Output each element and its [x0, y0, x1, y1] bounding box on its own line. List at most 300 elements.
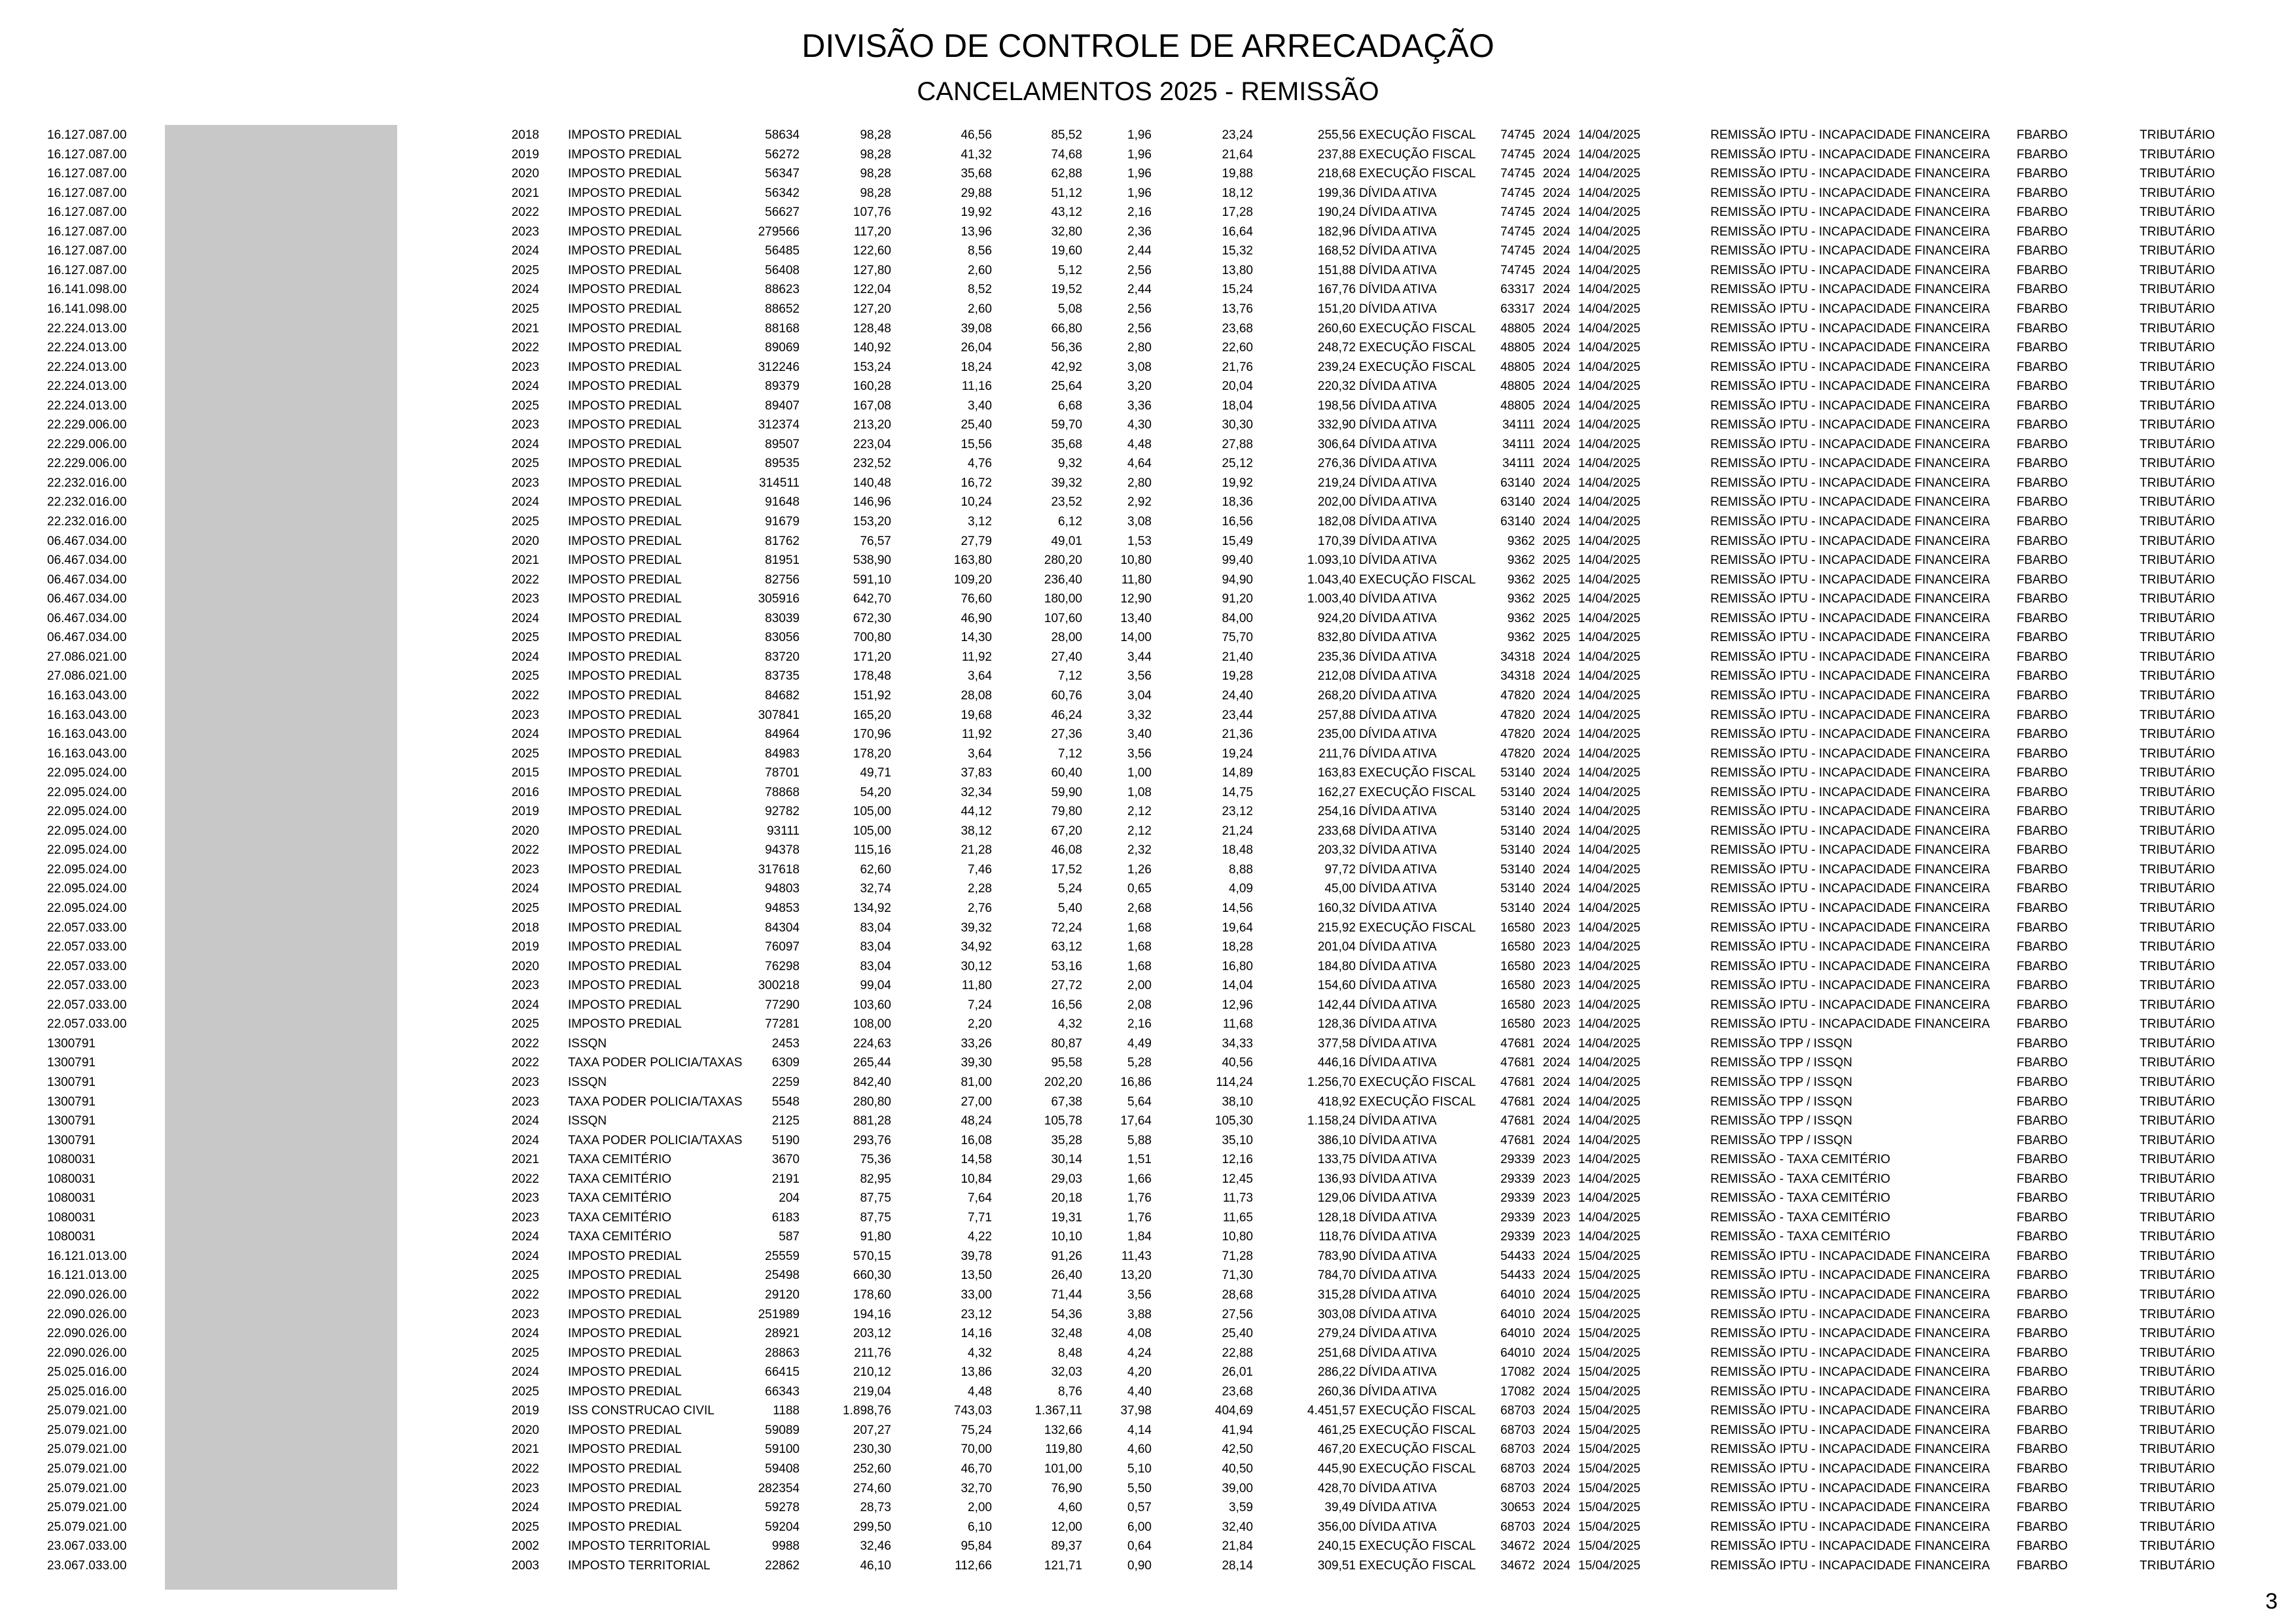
- process-year-cell: 2023: [1542, 1017, 1570, 1031]
- department-cell: TRIBUTÁRIO: [2140, 901, 2216, 915]
- property-id-cell: 22.057.033.00: [47, 940, 127, 954]
- doc-number-cell: 94853: [765, 901, 800, 915]
- status-cell: DÍVIDA ATIVA: [1359, 979, 1437, 992]
- user-cell: FBARBO: [2017, 476, 2068, 490]
- property-id-cell: 16.141.098.00: [47, 283, 127, 296]
- principal-cell: 54,20: [860, 786, 891, 799]
- status-cell: DÍVIDA ATIVA: [1359, 708, 1437, 722]
- fees-cell: 28,14: [1222, 1559, 1253, 1573]
- tax-type-cell: IMPOSTO PREDIAL: [568, 631, 682, 644]
- fees-cell: 23,68: [1222, 322, 1253, 336]
- reason-cell: REMISSÃO IPTU - INCAPACIDADE FINANCEIRA: [1710, 1288, 1990, 1302]
- date-cell: 14/04/2025: [1578, 167, 1641, 181]
- process-number-cell: 9362: [1507, 592, 1535, 606]
- principal-cell: 98,28: [860, 128, 891, 142]
- status-cell: DÍVIDA ATIVA: [1359, 438, 1437, 451]
- interest-cell: 76,60: [961, 592, 992, 606]
- process-year-cell: 2024: [1542, 747, 1570, 761]
- year-cell: 2019: [511, 1404, 539, 1418]
- doc-number-cell: 84964: [765, 727, 800, 741]
- user-cell: FBARBO: [2017, 998, 2068, 1012]
- year-cell: 2023: [511, 1191, 539, 1205]
- principal-cell: 219,04: [853, 1385, 891, 1399]
- tax-type-cell: IMPOSTO PREDIAL: [568, 1308, 682, 1321]
- process-number-cell: 53140: [1500, 882, 1535, 896]
- process-year-cell: 2024: [1542, 322, 1570, 336]
- doc-number-cell: 2191: [771, 1172, 800, 1186]
- property-id-cell: 22.057.033.00: [47, 960, 127, 973]
- tax-type-cell: TAXA PODER POLICIA/TAXAS: [568, 1056, 743, 1070]
- status-cell: DÍVIDA ATIVA: [1359, 1211, 1437, 1225]
- fine-cell: 1,76: [1127, 1211, 1152, 1225]
- interest-cell: 32,70: [961, 1482, 992, 1495]
- monetary-correction-cell: 19,31: [1051, 1211, 1082, 1225]
- total-cell: 237,88: [1317, 148, 1356, 162]
- property-id-cell: 22.095.024.00: [47, 901, 127, 915]
- interest-cell: 34,92: [961, 940, 992, 954]
- property-id-cell: 22.095.024.00: [47, 824, 127, 838]
- principal-cell: 252,60: [853, 1462, 891, 1476]
- principal-cell: 62,60: [860, 863, 891, 877]
- fine-cell: 4,30: [1127, 418, 1152, 432]
- department-cell: TRIBUTÁRIO: [2140, 1230, 2216, 1244]
- status-cell: EXECUÇÃO FISCAL: [1359, 766, 1476, 780]
- monetary-correction-cell: 20,18: [1051, 1191, 1082, 1205]
- reason-cell: REMISSÃO TPP / ISSQN: [1710, 1095, 1852, 1109]
- process-year-cell: 2025: [1542, 534, 1570, 548]
- tax-type-cell: IMPOSTO PREDIAL: [568, 1346, 682, 1360]
- monetary-correction-cell: 59,90: [1051, 786, 1082, 799]
- principal-cell: 134,92: [853, 901, 891, 915]
- year-cell: 2022: [511, 205, 539, 219]
- property-id-cell: 22.095.024.00: [47, 766, 127, 780]
- user-cell: FBARBO: [2017, 1385, 2068, 1399]
- reason-cell: REMISSÃO IPTU - INCAPACIDADE FINANCEIRA: [1710, 515, 1990, 529]
- doc-number-cell: 56342: [765, 186, 800, 200]
- monetary-correction-cell: 60,76: [1051, 689, 1082, 703]
- interest-cell: 35,68: [961, 167, 992, 181]
- process-number-cell: 68703: [1500, 1482, 1535, 1495]
- process-number-cell: 30653: [1500, 1501, 1535, 1514]
- fees-cell: 16,80: [1222, 960, 1253, 973]
- principal-cell: 108,00: [853, 1017, 891, 1031]
- interest-cell: 44,12: [961, 805, 992, 818]
- principal-cell: 660,30: [853, 1268, 891, 1282]
- year-cell: 2025: [511, 1520, 539, 1534]
- total-cell: 303,08: [1317, 1308, 1356, 1321]
- fees-cell: 38,10: [1222, 1095, 1253, 1109]
- tax-type-cell: IMPOSTO PREDIAL: [568, 689, 682, 703]
- tax-type-cell: TAXA CEMITÉRIO: [568, 1172, 672, 1186]
- monetary-correction-cell: 46,24: [1051, 708, 1082, 722]
- property-id-cell: 16.121.013.00: [47, 1249, 127, 1263]
- fees-cell: 12,96: [1222, 998, 1253, 1012]
- interest-cell: 109,20: [953, 573, 992, 587]
- total-cell: 235,36: [1317, 650, 1356, 664]
- fine-cell: 4,24: [1127, 1346, 1152, 1360]
- principal-cell: 203,12: [853, 1327, 891, 1340]
- status-cell: DÍVIDA ATIVA: [1359, 1288, 1437, 1302]
- reason-cell: REMISSÃO IPTU - INCAPACIDADE FINANCEIRA: [1710, 476, 1990, 490]
- date-cell: 14/04/2025: [1578, 689, 1641, 703]
- status-cell: DÍVIDA ATIVA: [1359, 592, 1437, 606]
- property-id-cell: 22.090.026.00: [47, 1327, 127, 1340]
- process-number-cell: 53140: [1500, 824, 1535, 838]
- doc-number-cell: 56408: [765, 264, 800, 277]
- total-cell: 784,70: [1317, 1268, 1356, 1282]
- process-number-cell: 29339: [1500, 1172, 1535, 1186]
- principal-cell: 538,90: [853, 553, 891, 567]
- fees-cell: 27,56: [1222, 1308, 1253, 1321]
- status-cell: EXECUÇÃO FISCAL: [1359, 1462, 1476, 1476]
- process-number-cell: 47681: [1500, 1037, 1535, 1051]
- doc-number-cell: 89507: [765, 438, 800, 451]
- reason-cell: REMISSÃO IPTU - INCAPACIDADE FINANCEIRA: [1710, 805, 1990, 818]
- property-id-cell: 16.121.013.00: [47, 1268, 127, 1282]
- interest-cell: 39,08: [961, 322, 992, 336]
- monetary-correction-cell: 25,64: [1051, 379, 1082, 393]
- process-number-cell: 64010: [1500, 1308, 1535, 1321]
- year-cell: 2003: [511, 1559, 539, 1573]
- property-id-cell: 25.079.021.00: [47, 1520, 127, 1534]
- principal-cell: 46,10: [860, 1559, 891, 1573]
- reason-cell: REMISSÃO IPTU - INCAPACIDADE FINANCEIRA: [1710, 1462, 1990, 1476]
- doc-number-cell: 89535: [765, 457, 800, 470]
- fine-cell: 5,28: [1127, 1056, 1152, 1070]
- tax-type-cell: IMPOSTO PREDIAL: [568, 322, 682, 336]
- process-year-cell: 2024: [1542, 1462, 1570, 1476]
- fine-cell: 16,86: [1120, 1075, 1152, 1089]
- year-cell: 2024: [511, 379, 539, 393]
- principal-cell: 91,80: [860, 1230, 891, 1244]
- date-cell: 14/04/2025: [1578, 1153, 1641, 1166]
- year-cell: 2024: [511, 882, 539, 896]
- reason-cell: REMISSÃO TPP / ISSQN: [1710, 1056, 1852, 1070]
- doc-number-cell: 76298: [765, 960, 800, 973]
- fees-cell: 25,40: [1222, 1327, 1253, 1340]
- department-cell: TRIBUTÁRIO: [2140, 1462, 2216, 1476]
- interest-cell: 33,00: [961, 1288, 992, 1302]
- process-year-cell: 2024: [1542, 438, 1570, 451]
- principal-cell: 105,00: [853, 805, 891, 818]
- date-cell: 14/04/2025: [1578, 1056, 1641, 1070]
- tax-type-cell: IMPOSTO PREDIAL: [568, 418, 682, 432]
- doc-number-cell: 25559: [765, 1249, 800, 1263]
- interest-cell: 3,64: [968, 747, 992, 761]
- user-cell: FBARBO: [2017, 921, 2068, 935]
- total-cell: 168,52: [1317, 244, 1356, 258]
- year-cell: 2024: [511, 727, 539, 741]
- process-number-cell: 54433: [1500, 1249, 1535, 1263]
- interest-cell: 3,64: [968, 669, 992, 683]
- total-cell: 162,27: [1317, 786, 1356, 799]
- date-cell: 14/04/2025: [1578, 418, 1641, 432]
- reason-cell: REMISSÃO TPP / ISSQN: [1710, 1037, 1852, 1051]
- status-cell: DÍVIDA ATIVA: [1359, 747, 1437, 761]
- process-number-cell: 47681: [1500, 1056, 1535, 1070]
- fees-cell: 3,59: [1229, 1501, 1253, 1514]
- fine-cell: 5,64: [1127, 1095, 1152, 1109]
- reason-cell: REMISSÃO - TAXA CEMITÉRIO: [1710, 1153, 1890, 1166]
- monetary-correction-cell: 66,80: [1051, 322, 1082, 336]
- year-cell: 2023: [511, 225, 539, 239]
- tax-type-cell: IMPOSTO PREDIAL: [568, 1482, 682, 1495]
- year-cell: 2023: [511, 1211, 539, 1225]
- user-cell: FBARBO: [2017, 1288, 2068, 1302]
- doc-number-cell: 317618: [758, 863, 800, 877]
- total-cell: 202,00: [1317, 495, 1356, 509]
- property-id-cell: 22.229.006.00: [47, 457, 127, 470]
- tax-type-cell: IMPOSTO PREDIAL: [568, 360, 682, 374]
- page-subtitle: CANCELAMENTOS 2025 - REMISSÃO: [917, 77, 1379, 106]
- monetary-correction-cell: 5,24: [1058, 882, 1082, 896]
- department-cell: TRIBUTÁRIO: [2140, 1172, 2216, 1186]
- doc-number-cell: 9988: [771, 1539, 800, 1553]
- department-cell: TRIBUTÁRIO: [2140, 689, 2216, 703]
- user-cell: FBARBO: [2017, 457, 2068, 470]
- interest-cell: 7,71: [968, 1211, 992, 1225]
- process-number-cell: 47820: [1500, 727, 1535, 741]
- doc-number-cell: 307841: [758, 708, 800, 722]
- principal-cell: 293,76: [853, 1134, 891, 1147]
- total-cell: 198,56: [1317, 399, 1356, 413]
- property-id-cell: 16.141.098.00: [47, 302, 127, 316]
- date-cell: 15/04/2025: [1578, 1559, 1641, 1573]
- property-id-cell: 16.127.087.00: [47, 244, 127, 258]
- monetary-correction-cell: 32,03: [1051, 1365, 1082, 1379]
- interest-cell: 81,00: [961, 1075, 992, 1089]
- reason-cell: REMISSÃO IPTU - INCAPACIDADE FINANCEIRA: [1710, 399, 1990, 413]
- status-cell: EXECUÇÃO FISCAL: [1359, 128, 1476, 142]
- principal-cell: 103,60: [853, 998, 891, 1012]
- monetary-correction-cell: 51,12: [1051, 186, 1082, 200]
- year-cell: 2020: [511, 824, 539, 838]
- fine-cell: 1,51: [1127, 1153, 1152, 1166]
- date-cell: 14/04/2025: [1578, 573, 1641, 587]
- interest-cell: 19,92: [961, 205, 992, 219]
- year-cell: 2024: [511, 283, 539, 296]
- tax-type-cell: IMPOSTO PREDIAL: [568, 863, 682, 877]
- date-cell: 14/04/2025: [1578, 476, 1641, 490]
- year-cell: 2022: [511, 573, 539, 587]
- user-cell: FBARBO: [2017, 1017, 2068, 1031]
- year-cell: 2023: [511, 1095, 539, 1109]
- department-cell: TRIBUTÁRIO: [2140, 592, 2216, 606]
- doc-number-cell: 29120: [765, 1288, 800, 1302]
- property-id-cell: 25.079.021.00: [47, 1482, 127, 1495]
- process-number-cell: 16580: [1500, 979, 1535, 992]
- interest-cell: 41,32: [961, 148, 992, 162]
- principal-cell: 211,76: [854, 1346, 891, 1360]
- department-cell: TRIBUTÁRIO: [2140, 264, 2216, 277]
- year-cell: 2020: [511, 534, 539, 548]
- user-cell: FBARBO: [2017, 979, 2068, 992]
- total-cell: 128,18: [1317, 1211, 1356, 1225]
- date-cell: 14/04/2025: [1578, 1211, 1641, 1225]
- fine-cell: 1,84: [1127, 1230, 1152, 1244]
- property-id-cell: 16.127.087.00: [47, 128, 127, 142]
- user-cell: FBARBO: [2017, 882, 2068, 896]
- tax-type-cell: IMPOSTO PREDIAL: [568, 1423, 682, 1437]
- process-number-cell: 47820: [1500, 747, 1535, 761]
- fees-cell: 17,28: [1222, 205, 1253, 219]
- user-cell: FBARBO: [2017, 341, 2068, 355]
- status-cell: DÍVIDA ATIVA: [1359, 302, 1437, 316]
- year-cell: 2016: [511, 786, 539, 799]
- fine-cell: 2,00: [1127, 979, 1152, 992]
- status-cell: DÍVIDA ATIVA: [1359, 824, 1437, 838]
- year-cell: 2024: [511, 1249, 539, 1263]
- reason-cell: REMISSÃO IPTU - INCAPACIDADE FINANCEIRA: [1710, 438, 1990, 451]
- year-cell: 2022: [511, 1037, 539, 1051]
- reason-cell: REMISSÃO IPTU - INCAPACIDADE FINANCEIRA: [1710, 1423, 1990, 1437]
- process-number-cell: 47681: [1500, 1134, 1535, 1147]
- department-cell: TRIBUTÁRIO: [2140, 1249, 2216, 1263]
- process-number-cell: 53140: [1500, 805, 1535, 818]
- doc-number-cell: 56272: [765, 148, 800, 162]
- total-cell: 446,16: [1317, 1056, 1356, 1070]
- department-cell: TRIBUTÁRIO: [2140, 476, 2216, 490]
- status-cell: DÍVIDA ATIVA: [1359, 998, 1437, 1012]
- tax-type-cell: IMPOSTO PREDIAL: [568, 1442, 682, 1456]
- year-cell: 2019: [511, 940, 539, 954]
- principal-cell: 210,12: [853, 1365, 891, 1379]
- department-cell: TRIBUTÁRIO: [2140, 882, 2216, 896]
- department-cell: TRIBUTÁRIO: [2140, 1037, 2216, 1051]
- user-cell: FBARBO: [2017, 1423, 2068, 1437]
- interest-cell: 2,00: [968, 1501, 992, 1514]
- process-year-cell: 2024: [1542, 128, 1570, 142]
- fine-cell: 2,44: [1127, 283, 1152, 296]
- monetary-correction-cell: 59,70: [1051, 418, 1082, 432]
- date-cell: 14/04/2025: [1578, 882, 1641, 896]
- year-cell: 2022: [511, 341, 539, 355]
- principal-cell: 265,44: [853, 1056, 891, 1070]
- process-number-cell: 74745: [1500, 167, 1535, 181]
- user-cell: FBARBO: [2017, 495, 2068, 509]
- department-cell: TRIBUTÁRIO: [2140, 786, 2216, 799]
- date-cell: 14/04/2025: [1578, 264, 1641, 277]
- fees-cell: 22,88: [1222, 1346, 1253, 1360]
- monetary-correction-cell: 62,88: [1051, 167, 1082, 181]
- status-cell: DÍVIDA ATIVA: [1359, 669, 1437, 683]
- monetary-correction-cell: 28,00: [1051, 631, 1082, 644]
- year-cell: 2023: [511, 1482, 539, 1495]
- tax-type-cell: IMPOSTO PREDIAL: [568, 824, 682, 838]
- fine-cell: 37,98: [1120, 1404, 1152, 1418]
- total-cell: 461,25: [1317, 1423, 1356, 1437]
- user-cell: FBARBO: [2017, 534, 2068, 548]
- date-cell: 14/04/2025: [1578, 901, 1641, 915]
- interest-cell: 11,92: [961, 650, 992, 664]
- fees-cell: 34,33: [1222, 1037, 1253, 1051]
- date-cell: 14/04/2025: [1578, 495, 1641, 509]
- monetary-correction-cell: 8,76: [1058, 1385, 1082, 1399]
- monetary-correction-cell: 76,90: [1051, 1482, 1082, 1495]
- total-cell: 182,96: [1317, 225, 1356, 239]
- total-cell: 39,49: [1324, 1501, 1356, 1514]
- status-cell: DÍVIDA ATIVA: [1359, 1017, 1437, 1031]
- user-cell: FBARBO: [2017, 1153, 2068, 1166]
- fees-cell: 15,24: [1222, 283, 1253, 296]
- user-cell: FBARBO: [2017, 1056, 2068, 1070]
- status-cell: DÍVIDA ATIVA: [1359, 1327, 1437, 1340]
- tax-type-cell: IMPOSTO PREDIAL: [568, 592, 682, 606]
- interest-cell: 4,32: [968, 1346, 992, 1360]
- monetary-correction-cell: 63,12: [1051, 940, 1082, 954]
- department-cell: TRIBUTÁRIO: [2140, 167, 2216, 181]
- user-cell: FBARBO: [2017, 322, 2068, 336]
- process-year-cell: 2024: [1542, 766, 1570, 780]
- doc-number-cell: 78868: [765, 786, 800, 799]
- department-cell: TRIBUTÁRIO: [2140, 205, 2216, 219]
- doc-number-cell: 587: [779, 1230, 800, 1244]
- status-cell: DÍVIDA ATIVA: [1359, 1056, 1437, 1070]
- user-cell: FBARBO: [2017, 786, 2068, 799]
- doc-number-cell: 76097: [765, 940, 800, 954]
- date-cell: 14/04/2025: [1578, 1134, 1641, 1147]
- process-year-cell: 2025: [1542, 553, 1570, 567]
- tax-type-cell: IMPOSTO PREDIAL: [568, 882, 682, 896]
- tax-type-cell: IMPOSTO PREDIAL: [568, 727, 682, 741]
- doc-number-cell: 88652: [765, 302, 800, 316]
- department-cell: TRIBUTÁRIO: [2140, 766, 2216, 780]
- process-year-cell: 2024: [1542, 148, 1570, 162]
- doc-number-cell: 84304: [765, 921, 800, 935]
- date-cell: 14/04/2025: [1578, 244, 1641, 258]
- status-cell: DÍVIDA ATIVA: [1359, 1268, 1437, 1282]
- monetary-correction-cell: 35,68: [1051, 438, 1082, 451]
- status-cell: DÍVIDA ATIVA: [1359, 283, 1437, 296]
- process-number-cell: 48805: [1500, 399, 1535, 413]
- tax-type-cell: IMPOSTO PREDIAL: [568, 553, 682, 567]
- user-cell: FBARBO: [2017, 766, 2068, 780]
- monetary-correction-cell: 7,12: [1058, 669, 1082, 683]
- principal-cell: 642,70: [853, 592, 891, 606]
- reason-cell: REMISSÃO IPTU - INCAPACIDADE FINANCEIRA: [1710, 998, 1990, 1012]
- process-number-cell: 47820: [1500, 708, 1535, 722]
- status-cell: DÍVIDA ATIVA: [1359, 650, 1437, 664]
- fees-cell: 114,24: [1216, 1075, 1253, 1089]
- principal-cell: 171,20: [853, 650, 891, 664]
- fine-cell: 6,00: [1127, 1520, 1152, 1534]
- monetary-correction-cell: 101,00: [1044, 1462, 1082, 1476]
- status-cell: DÍVIDA ATIVA: [1359, 1114, 1437, 1128]
- date-cell: 15/04/2025: [1578, 1268, 1641, 1282]
- doc-number-cell: 83039: [765, 612, 800, 625]
- year-cell: 2023: [511, 979, 539, 992]
- monetary-correction-cell: 5,40: [1058, 901, 1082, 915]
- total-cell: 170,39: [1317, 534, 1356, 548]
- date-cell: 14/04/2025: [1578, 766, 1641, 780]
- fees-cell: 11,68: [1222, 1017, 1253, 1031]
- user-cell: FBARBO: [2017, 379, 2068, 393]
- fees-cell: 41,94: [1222, 1423, 1253, 1437]
- doc-number-cell: 66415: [765, 1365, 800, 1379]
- fine-cell: 2,32: [1127, 843, 1152, 857]
- fees-cell: 14,75: [1222, 786, 1253, 799]
- principal-cell: 153,20: [853, 515, 891, 529]
- process-year-cell: 2024: [1542, 786, 1570, 799]
- process-year-cell: 2024: [1542, 244, 1570, 258]
- monetary-correction-cell: 42,92: [1051, 360, 1082, 374]
- doc-number-cell: 2453: [771, 1037, 800, 1051]
- reason-cell: REMISSÃO IPTU - INCAPACIDADE FINANCEIRA: [1710, 1308, 1990, 1321]
- status-cell: EXECUÇÃO FISCAL: [1359, 1559, 1476, 1573]
- property-id-cell: 06.467.034.00: [47, 534, 127, 548]
- department-cell: TRIBUTÁRIO: [2140, 631, 2216, 644]
- tax-type-cell: IMPOSTO PREDIAL: [568, 438, 682, 451]
